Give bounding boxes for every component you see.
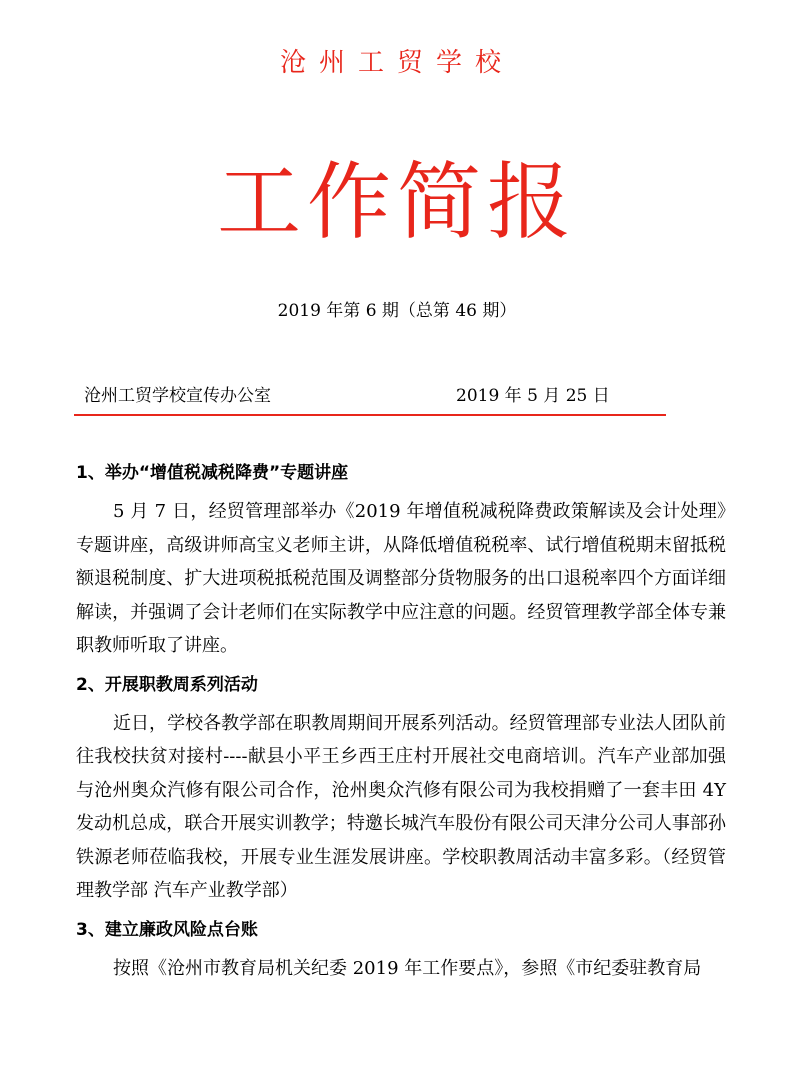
school-name: 沧州工贸学校 (279, 48, 514, 78)
section-paragraph: 按照《沧州市教育局机关纪委 2019 年工作要点》，参照《市纪委驻教育局 (113, 957, 702, 979)
section-3 (76, 914, 726, 986)
issuing-office: 沧州工贸学校宣传办公室 (84, 386, 271, 406)
section-heading: 2、开展职教周系列活动 (76, 674, 258, 695)
red-divider (74, 414, 666, 416)
section-2 (76, 669, 726, 908)
section-heading: 1、举办“增值税减税降费”专题讲座 (76, 463, 349, 483)
bulletin-body (76, 457, 726, 991)
section-paragraph: 5 月 7 日，经贸管理部举办《2019 年增值税减税降费政策解读及会计处理》专题讲座，高级讲师高宝义老师主讲，从降低增值税税率、试行增值税期末留抵税额退税制度、扩大进项税抵税范围及调整部分货物服务的出口退税率四个方面详细解读，并强调了会计老师们在实际教学中应注意的问题。经贸管理教学部全体专兼职教师听取了讲座。 (76, 501, 726, 656)
issue-date: 2019 年 5 月 25 日 (456, 386, 610, 406)
bulletin-title: 工作简报 (216, 153, 577, 251)
section-paragraph: 近日，学校各教学部在职教周期间开展系列活动。经贸管理部专业法人团队前往我校扶贫对接村----献县小平王乡西王庄村开展社交电商培训。汽车产业部加强与沧州奥众汽修有限公司合作，沧州奥众汽修有限公司为我校捐赠了一套丰田 4Y 发动机总成，联合开展实训教学；特邀长城汽车股份有限公司天津分公司人事部孙铁源老师莅临我校，开展专业生涯发展讲座。学校职教周活动丰富多彩。（经贸管理教学部 汽车产业教学部） (76, 712, 726, 901)
section-heading: 3、建立廉政风险点台账 (76, 919, 258, 940)
issue-number: 2019 年第 6 期（总第 46 期） (277, 301, 517, 321)
section-1 (76, 457, 726, 663)
